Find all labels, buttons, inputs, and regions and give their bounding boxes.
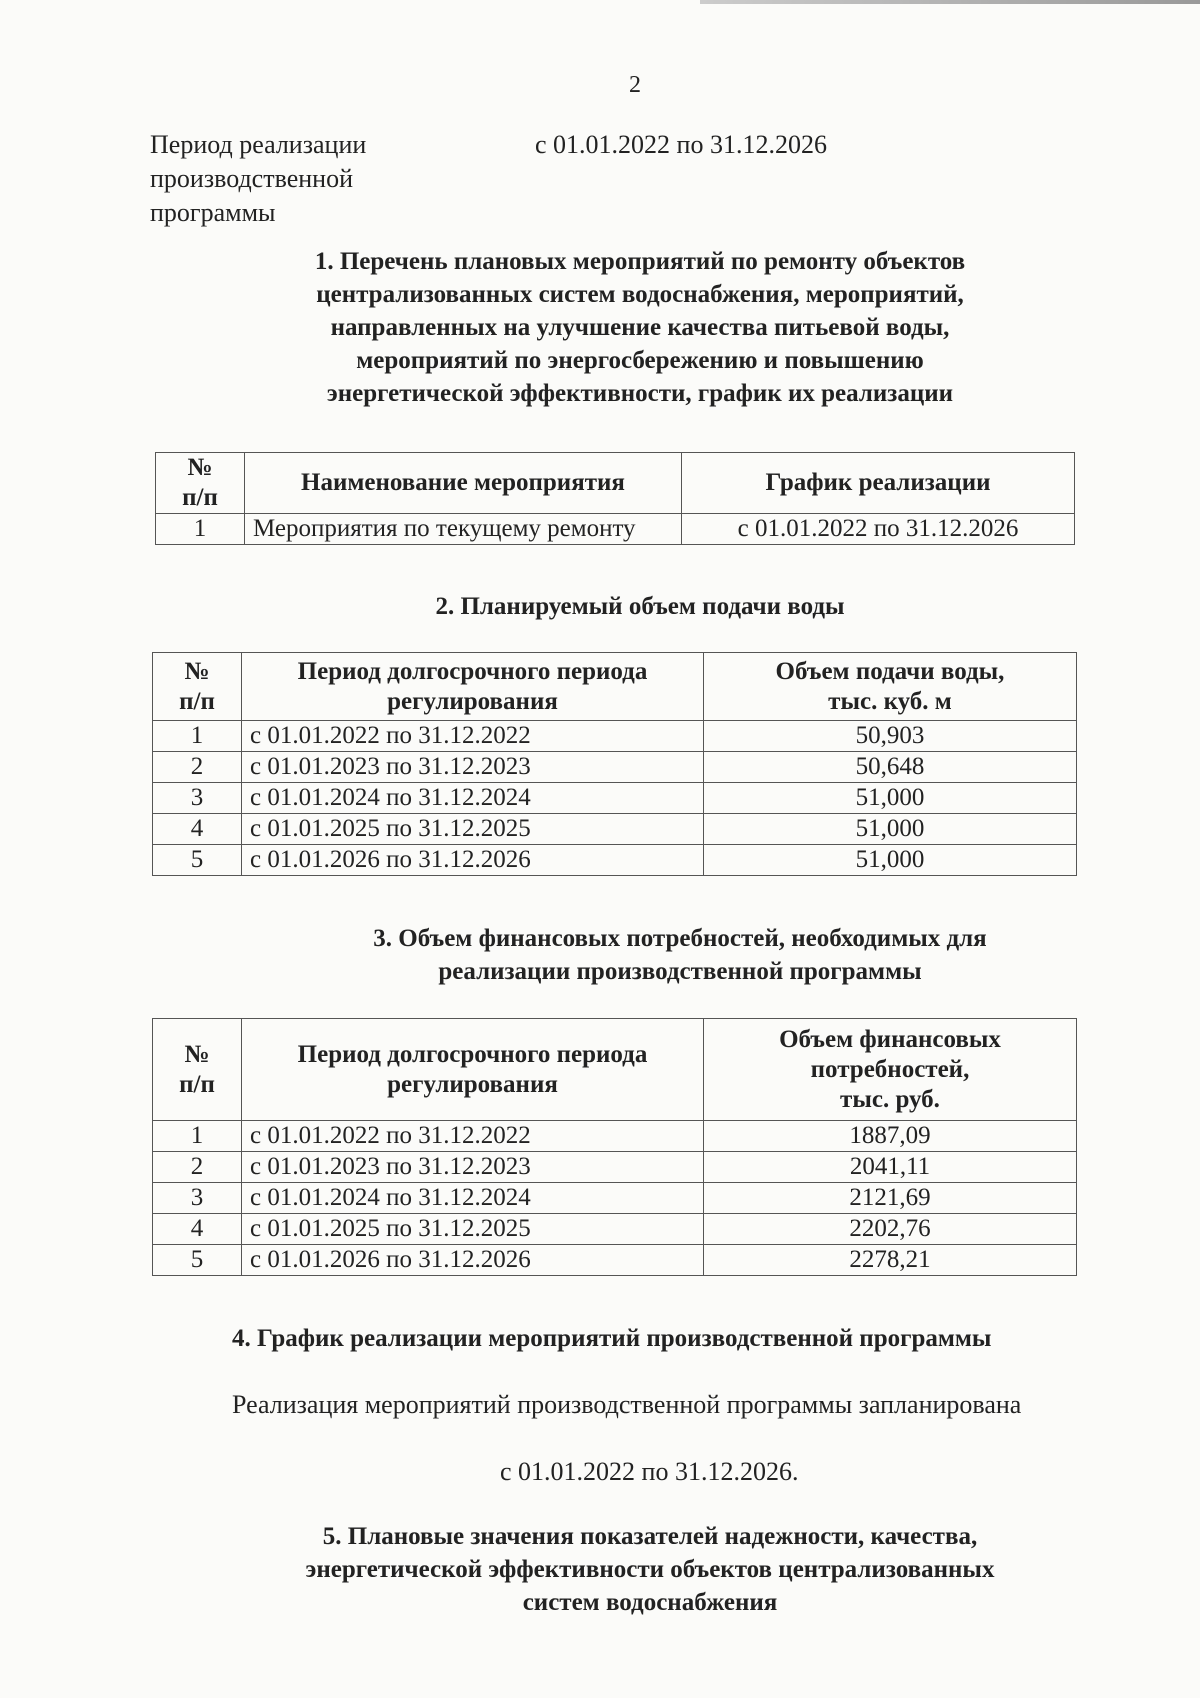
cell-num: 4	[153, 814, 242, 845]
cell-value: 51,000	[704, 814, 1077, 845]
section1-title	[160, 245, 1120, 410]
header-text: тыс. руб.	[840, 1085, 940, 1113]
section5-title	[180, 1520, 1120, 1619]
cell-num: 4	[153, 1214, 242, 1245]
page-number: 2	[629, 72, 641, 98]
period-label-line: Период реализации	[150, 130, 367, 159]
period-value: с 01.01.2022 по 31.12.2026	[535, 130, 827, 159]
table-row	[153, 1152, 1077, 1183]
financial-needs-table	[152, 1018, 1077, 1276]
title-line: энергетической эффективности, график их реализации	[326, 380, 954, 407]
section4-text: Реализация мероприятий производственной программы запланирована	[232, 1390, 1022, 1419]
header-text: №	[184, 1040, 210, 1068]
section4-date: с 01.01.2022 по 31.12.2026.	[500, 1457, 799, 1486]
title-line: 5. Плановые значения показателей надежности, качества,	[322, 1523, 978, 1550]
header-value	[704, 1019, 1077, 1121]
cell-period: с 01.01.2025 по 31.12.2025	[242, 1214, 704, 1245]
cell-value: 50,648	[704, 752, 1077, 783]
header-period	[242, 653, 704, 721]
cell-num: 1	[153, 1121, 242, 1152]
table-row	[153, 1214, 1077, 1245]
header-text: регулирования	[387, 1070, 558, 1098]
title-line: мероприятий по энергосбережению и повышению	[356, 347, 924, 374]
header-text: №	[187, 454, 213, 481]
header-num	[153, 653, 242, 721]
table-row	[153, 845, 1077, 876]
cell-period: с 01.01.2026 по 31.12.2026	[242, 1245, 704, 1276]
title-line: 1. Перечень плановых мероприятий по ремонту объектов	[314, 248, 966, 275]
scan-artifact-line	[700, 0, 1200, 4]
period-label-line: программы	[150, 198, 276, 227]
cell-period: с 01.01.2025 по 31.12.2025	[242, 814, 704, 845]
header-text: №	[184, 657, 210, 685]
title-line: централизованных систем водоснабжения, мероприятий,	[316, 281, 964, 308]
activities-table	[155, 452, 1075, 545]
cell-period: с 01.01.2023 по 31.12.2023	[242, 752, 704, 783]
title-line: энергетической эффективности объектов централизованных	[305, 1556, 995, 1583]
title-line: систем водоснабжения	[522, 1589, 778, 1616]
cell-value: 51,000	[704, 845, 1077, 876]
title-line: 3. Объем финансовых потребностей, необходимых для	[373, 925, 987, 952]
section2-title	[160, 590, 1120, 623]
cell-value: 2202,76	[704, 1214, 1077, 1245]
cell-num: 5	[153, 845, 242, 876]
table-row	[153, 1121, 1077, 1152]
section3-title	[220, 922, 1140, 988]
header-value	[704, 653, 1077, 721]
header-num	[153, 1019, 242, 1121]
cell-schedule: с 01.01.2022 по 31.12.2026	[682, 514, 1075, 545]
title-line: реализации производственной программы	[438, 958, 922, 985]
cell-num: 2	[153, 1152, 242, 1183]
table-header-row	[153, 653, 1077, 721]
header-name: Наименование мероприятия	[245, 453, 682, 514]
cell-num: 1	[156, 514, 245, 545]
cell-num: 3	[153, 783, 242, 814]
section4-title	[200, 1322, 1200, 1355]
header-text: Объем подачи воды,	[775, 657, 1005, 685]
cell-value: 51,000	[704, 783, 1077, 814]
cell-value: 2278,21	[704, 1245, 1077, 1276]
cell-period: с 01.01.2022 по 31.12.2022	[242, 1121, 704, 1152]
cell-period: с 01.01.2024 по 31.12.2024	[242, 783, 704, 814]
table-row	[153, 783, 1077, 814]
cell-value: 1887,09	[704, 1121, 1077, 1152]
cell-period: с 01.01.2024 по 31.12.2024	[242, 1183, 704, 1214]
period-label	[150, 128, 450, 230]
cell-period: с 01.01.2026 по 31.12.2026	[242, 845, 704, 876]
header-text: Объем финансовых	[779, 1025, 1001, 1053]
header-text: п/п	[182, 484, 218, 511]
header-schedule: График реализации	[682, 453, 1075, 514]
header-text: потребностей,	[810, 1055, 970, 1083]
cell-value: 2041,11	[704, 1152, 1077, 1183]
period-label-line: производственной	[150, 164, 353, 193]
cell-value: 50,903	[704, 721, 1077, 752]
table-row	[156, 514, 1075, 545]
title-line: направленных на улучшение качества питьевой воды,	[330, 314, 950, 341]
cell-value: 2121,69	[704, 1183, 1077, 1214]
cell-num: 1	[153, 721, 242, 752]
table-header-row	[156, 453, 1075, 514]
header-num	[156, 453, 245, 514]
table-row	[153, 814, 1077, 845]
cell-period: с 01.01.2023 по 31.12.2023	[242, 1152, 704, 1183]
cell-period: с 01.01.2022 по 31.12.2022	[242, 721, 704, 752]
header-text: тыс. куб. м	[828, 687, 952, 715]
table-row	[153, 1245, 1077, 1276]
header-text: регулирования	[387, 687, 558, 715]
header-period	[242, 1019, 704, 1121]
cell-name: Мероприятия по текущему ремонту	[245, 514, 682, 545]
table-row	[153, 1183, 1077, 1214]
table-row	[153, 721, 1077, 752]
header-text: п/п	[179, 1070, 215, 1098]
cell-num: 3	[153, 1183, 242, 1214]
table-header-row	[153, 1019, 1077, 1121]
water-supply-table	[152, 652, 1077, 876]
header-text: п/п	[179, 687, 215, 715]
title-line: 2. Планируемый объем подачи воды	[435, 593, 845, 620]
header-text: Период долгосрочного периода	[297, 657, 648, 685]
cell-num: 2	[153, 752, 242, 783]
table-row	[153, 752, 1077, 783]
title-line: 4. График реализации мероприятий производственной программы	[232, 1325, 992, 1352]
cell-num: 5	[153, 1245, 242, 1276]
header-text: Период долгосрочного периода	[297, 1040, 648, 1068]
